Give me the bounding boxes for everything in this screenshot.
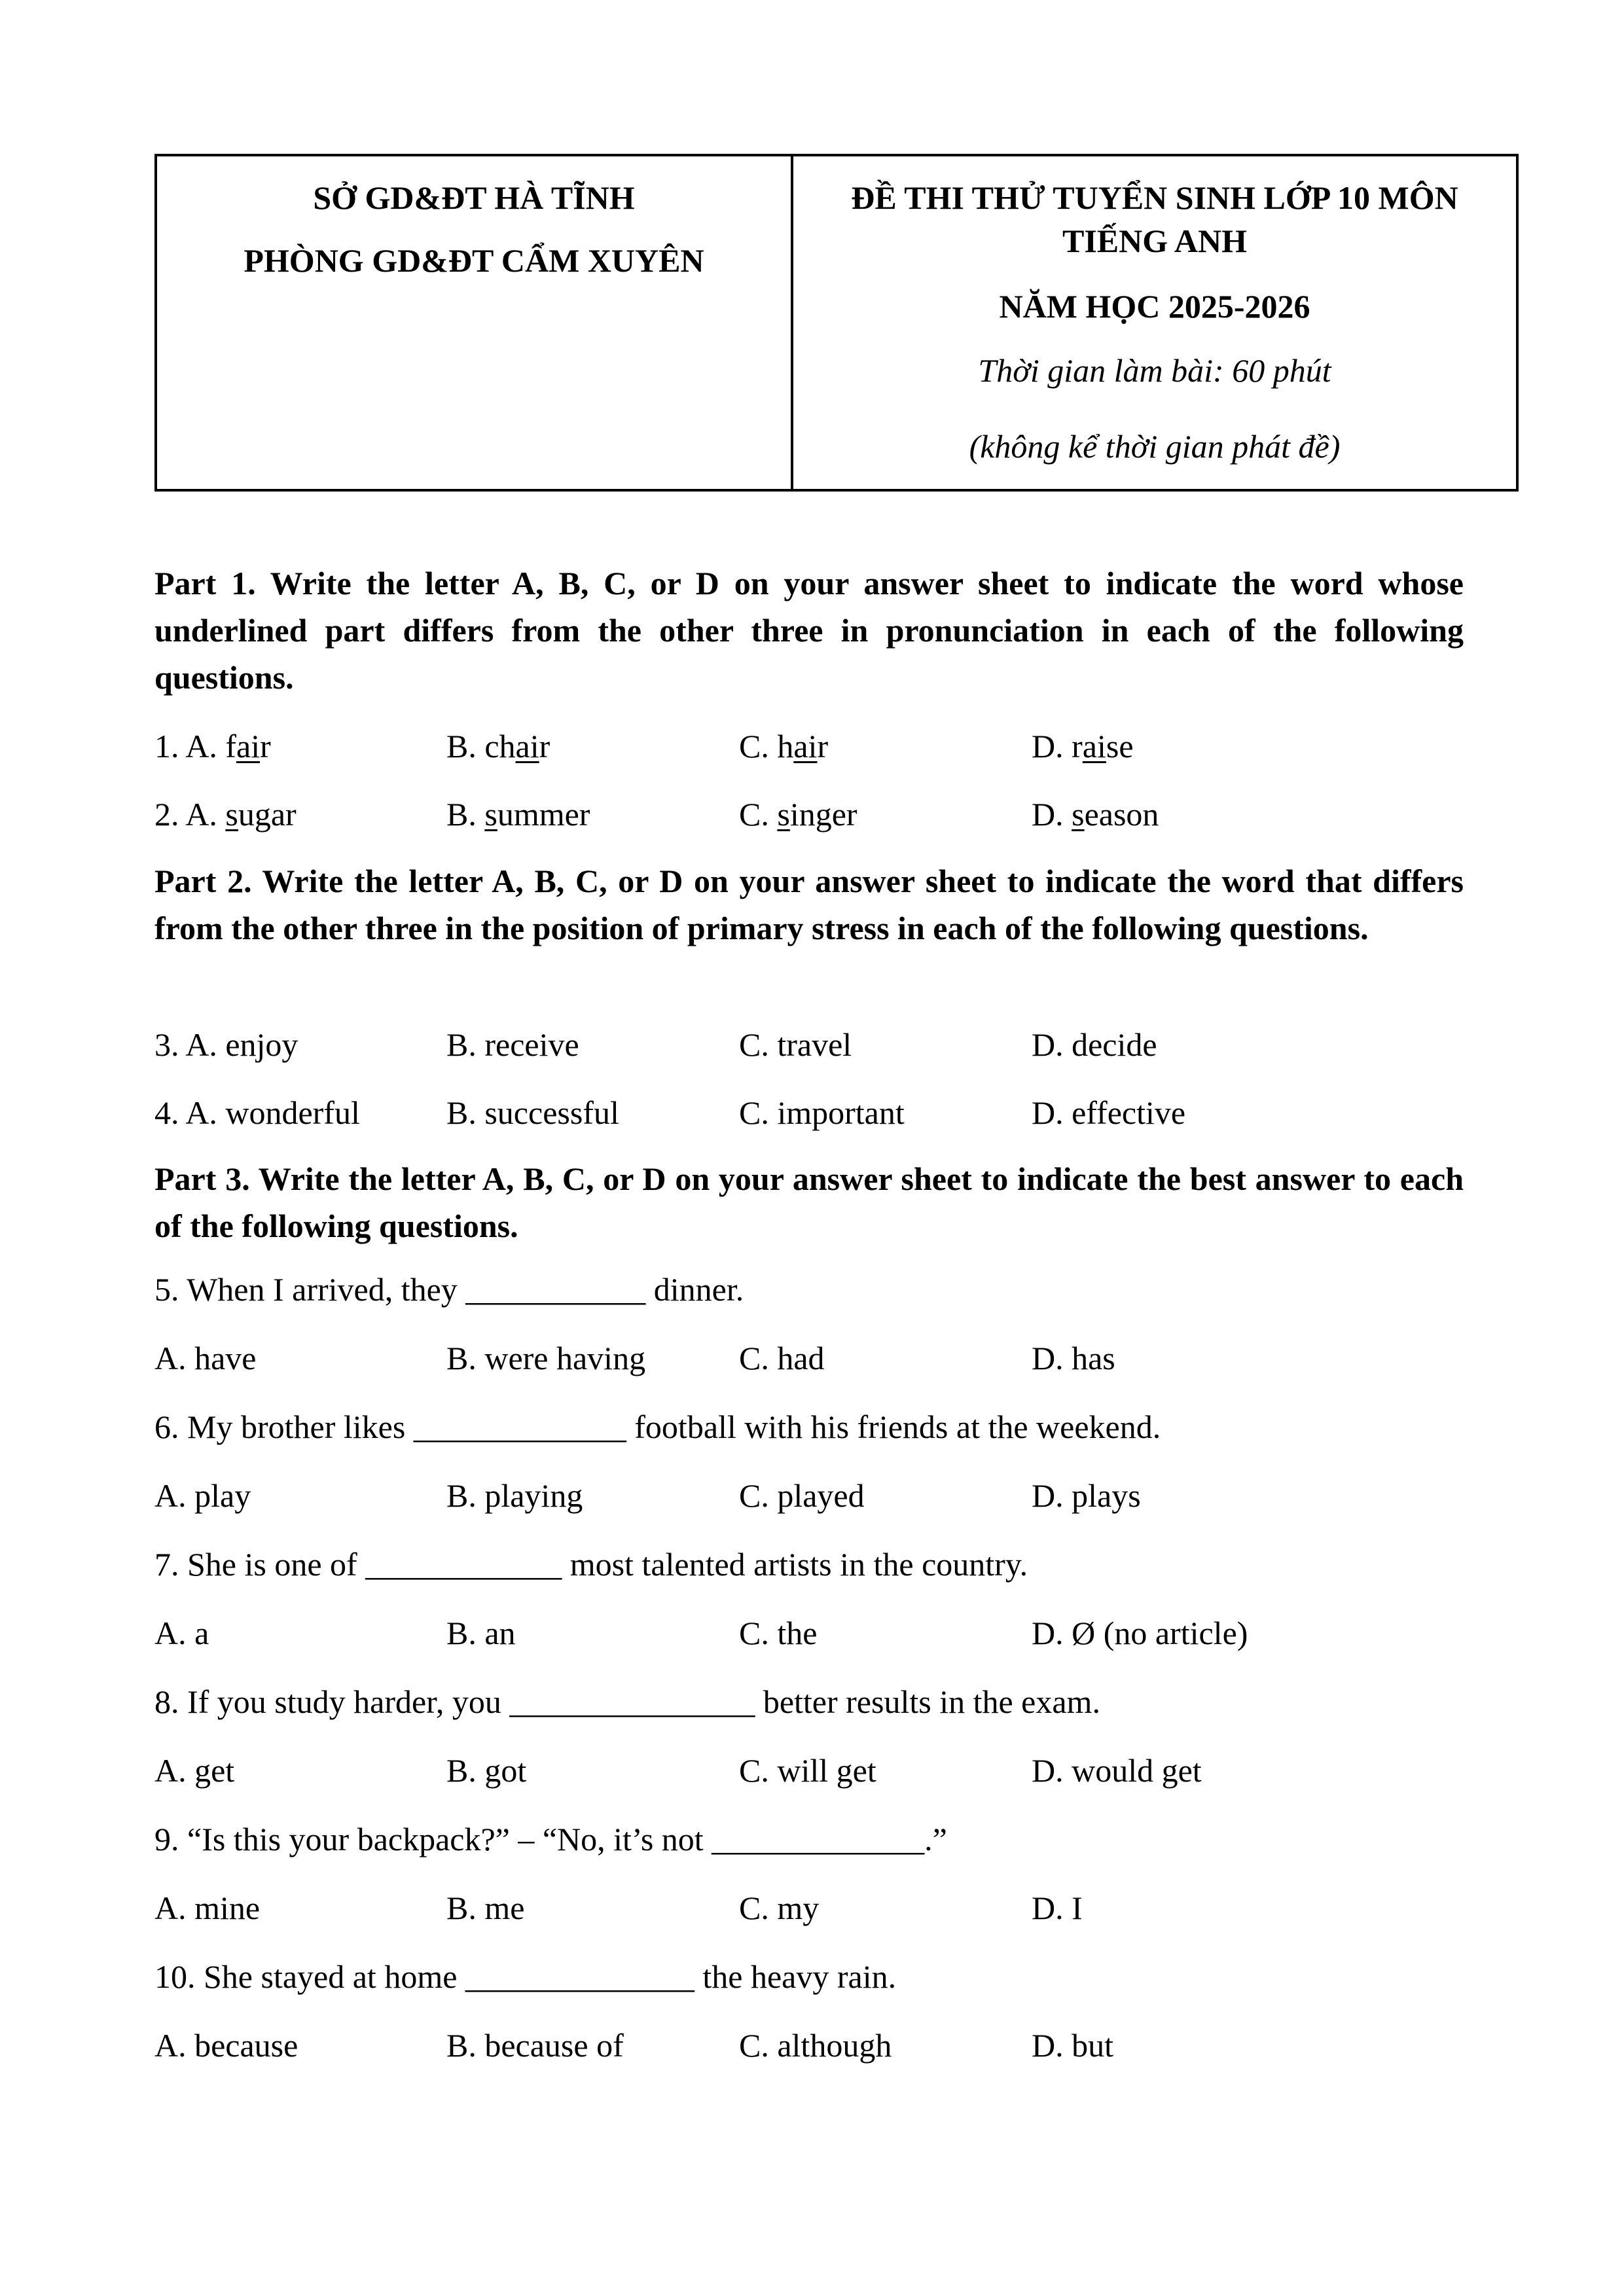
- question-8-stem: 8. If you study harder, you _______________ better results in the exam.: [154, 1683, 1100, 1720]
- q4-option-a: 4. A. wonderful: [154, 1094, 360, 1131]
- q3-option-d: D. decide: [1032, 1026, 1157, 1063]
- question-10-stem: 10. She stayed at home ______________ the heavy rain.: [154, 1958, 897, 1995]
- header-table: [154, 154, 1519, 492]
- q2-option-a: 2. A. sugar: [154, 796, 297, 833]
- q5-option-c: C. had: [739, 1340, 825, 1376]
- question-6-stem: 6. My brother likes _____________ football with his friends at the weekend.: [154, 1408, 1161, 1445]
- question-9-options: [154, 1885, 1519, 1931]
- q5-option-d: D. has: [1032, 1340, 1115, 1376]
- exam-title-line2: TIẾNG ANH: [1062, 223, 1247, 259]
- department-name: SỞ GD&ĐT HÀ TĨNH: [313, 179, 635, 216]
- school-year: NĂM HỌC 2025-2026: [999, 288, 1310, 325]
- q7-option-c: C. the: [739, 1615, 818, 1651]
- q1-option-c: C. hair: [739, 728, 829, 764]
- question-2: [154, 791, 1519, 837]
- office-name: PHÒNG GD&ĐT CẨM XUYÊN: [244, 242, 704, 279]
- q2-option-d: D. season: [1032, 796, 1159, 833]
- question-5-options: [154, 1335, 1519, 1381]
- q2-option-b: B. summer: [446, 796, 590, 833]
- question-3: [154, 1022, 1519, 1067]
- part1-instructions: Part 1. Write the letter A, B, C, or D on your answer sheet to indicate the word whose underlined part differs from the other three in pronunciation in each of the following questions.: [154, 565, 1464, 696]
- q9-option-c: C. my: [739, 1890, 820, 1926]
- q10-option-a: A. because: [154, 2027, 298, 2064]
- question-7-stem: 7. She is one of ____________ most talented artists in the country.: [154, 1546, 1028, 1583]
- part2-instructions: Part 2. Write the letter A, B, C, or D on your answer sheet to indicate the word that differs from the other three in the position of primary stress in each of the following questions.: [154, 863, 1464, 946]
- question-6-options: [154, 1473, 1519, 1518]
- header-left-cell: [157, 156, 793, 489]
- q6-option-c: C. played: [739, 1477, 865, 1514]
- q9-option-a: A. mine: [154, 1890, 261, 1926]
- header-right-cell: [793, 156, 1516, 489]
- q8-option-c: C. will get: [739, 1752, 876, 1789]
- q9-option-d: D. I: [1032, 1890, 1083, 1926]
- q4-option-d: D. effective: [1032, 1094, 1186, 1131]
- q5-option-a: A. have: [154, 1340, 257, 1376]
- q9-option-b: B. me: [446, 1890, 525, 1926]
- q3-option-c: C. travel: [739, 1026, 852, 1063]
- q7-option-b: B. an: [446, 1615, 516, 1651]
- q7-option-a: A. a: [154, 1615, 209, 1651]
- question-4: [154, 1090, 1519, 1136]
- q10-option-b: B. because of: [446, 2027, 624, 2064]
- question-5-stem: 5. When I arrived, they ___________ dinner.: [154, 1271, 744, 1308]
- q10-option-d: D. but: [1032, 2027, 1113, 2064]
- q3-option-b: B. receive: [446, 1026, 579, 1063]
- exam-duration-note: (không kể thời gian phát đề): [969, 428, 1341, 465]
- q1-option-d: D. raise: [1032, 728, 1134, 764]
- q8-option-a: A. get: [154, 1752, 235, 1789]
- q3-option-a: 3. A. enjoy: [154, 1026, 298, 1063]
- question-10-options: [154, 2022, 1519, 2068]
- q8-option-b: B. got: [446, 1752, 527, 1789]
- q6-option-a: A. play: [154, 1477, 251, 1514]
- q7-option-d: D. Ø (no article): [1032, 1615, 1248, 1651]
- question-7-options: [154, 1610, 1519, 1656]
- q1-option-a: 1. A. fair: [154, 728, 271, 764]
- part3-instructions: Part 3. Write the letter A, B, C, or D on your answer sheet to indicate the best answer to each of the following questions.: [154, 1160, 1464, 1244]
- q8-option-d: D. would get: [1032, 1752, 1202, 1789]
- q5-option-b: B. were having: [446, 1340, 646, 1376]
- q1-option-b: B. chair: [446, 728, 550, 764]
- question-9-stem: 9. “Is this your backpack?” – “No, it’s not _____________.”: [154, 1821, 947, 1857]
- q6-option-b: B. playing: [446, 1477, 583, 1514]
- q10-option-c: C. although: [739, 2027, 892, 2064]
- q4-option-b: B. successful: [446, 1094, 619, 1131]
- q2-option-c: C. singer: [739, 796, 857, 833]
- question-1: [154, 723, 1519, 769]
- q6-option-d: D. plays: [1032, 1477, 1141, 1514]
- q4-option-c: C. important: [739, 1094, 905, 1131]
- exam-duration: Thời gian làm bài: 60 phút: [978, 352, 1331, 389]
- question-8-options: [154, 1748, 1519, 1793]
- exam-title-line1: ĐỀ THI THỬ TUYỂN SINH LỚP 10 MÔN: [851, 179, 1458, 216]
